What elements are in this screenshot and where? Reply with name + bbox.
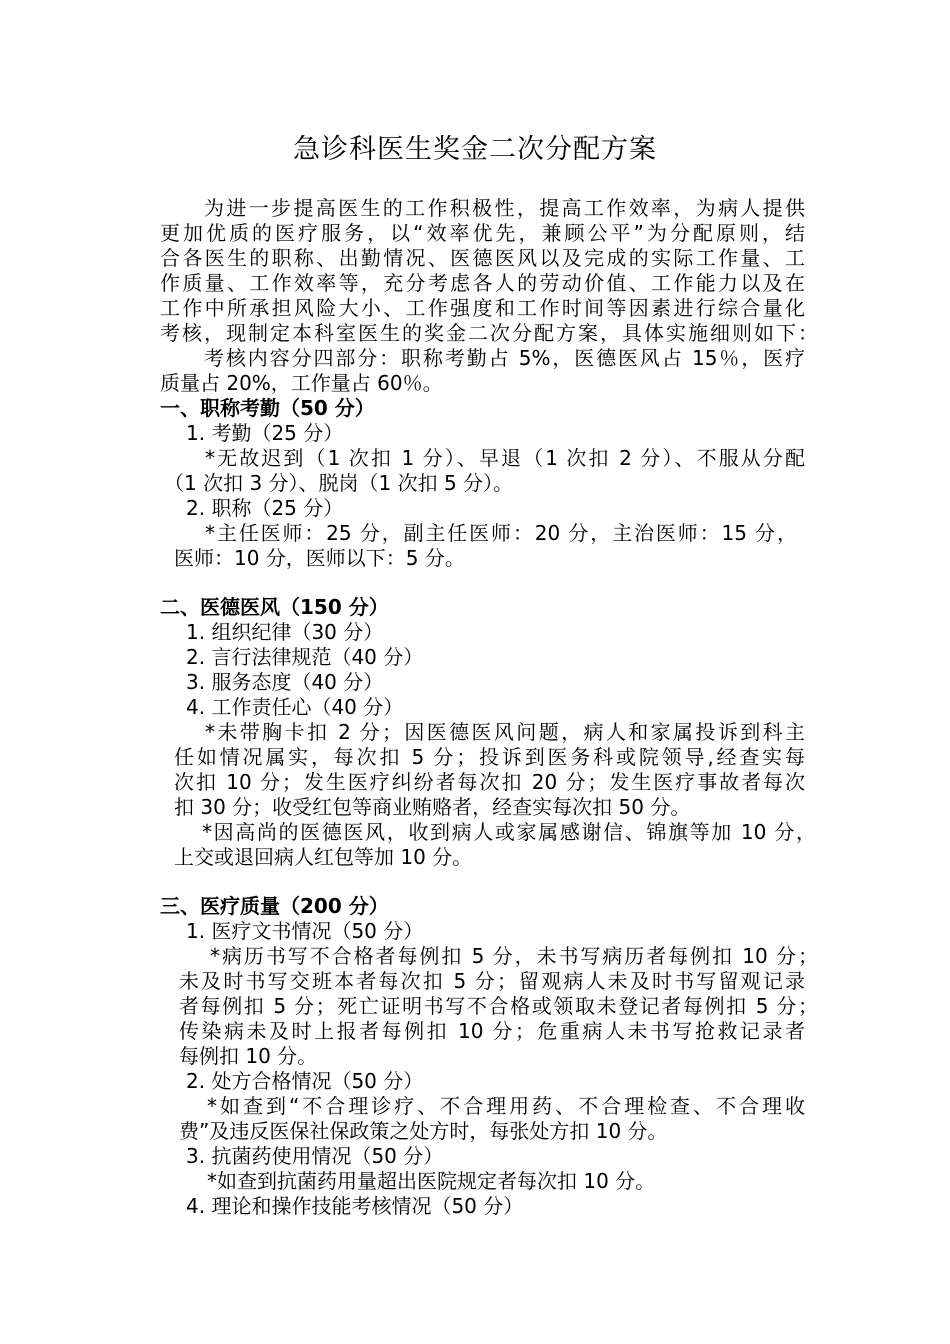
list-item: 1. 组织纪律（30 分） xyxy=(186,620,384,644)
intro-line: 更加优质的医疗服务，以“效率优先，兼顾公平”为分配原则，结 xyxy=(160,221,805,245)
item-detail-line: （1 次扣 3 分）、脱岗（1 次扣 5 分）。 xyxy=(164,471,514,495)
weights-line: 质量占 20%，工作量占 60％。 xyxy=(160,371,443,395)
section-heading: 二、医德医风（150 分） xyxy=(160,595,389,619)
weights-line: 考核内容分四部分：职称考勤占 5%，医德医风占 15％，医疗 xyxy=(204,346,805,370)
item-detail-line: 传染病未及时上报者每例扣 10 分；危重病人未书写抢救记录者 xyxy=(179,1019,805,1043)
item-detail-line: *如查到“不合理诊疗、不合理用药、不合理检查、不合理收 xyxy=(207,1094,805,1118)
list-item: 4. 工作责任心（40 分） xyxy=(186,695,404,719)
list-item: 2. 职称（25 分） xyxy=(186,496,344,520)
item-detail-line: *主任医师：25 分，副主任医师：20 分，主治医师：15 分， xyxy=(205,521,797,545)
list-item: 3. 服务态度（40 分） xyxy=(186,670,384,694)
item-detail-line: *因高尚的医德医风，收到病人或家属感谢信、锦旗等加 10 分， xyxy=(202,820,816,844)
list-item: 1. 医疗文书情况（50 分） xyxy=(186,919,424,943)
item-detail-line: 未及时书写交班本者每次扣 5 分；留观病人未及时书写留观记录 xyxy=(179,969,805,993)
section-heading: 三、医疗质量（200 分） xyxy=(160,894,389,918)
page-title: 急诊科医生奖金二次分配方案 xyxy=(293,134,657,165)
item-detail-line: *未带胸卡扣 2 分；因医德医风问题，病人和家属投诉到科主 xyxy=(205,720,805,744)
item-detail-line: 医师：10 分，医师以下：5 分。 xyxy=(174,546,465,570)
intro-line: 合各医生的职称、出勤情况、医德医风以及完成的实际工作量、工 xyxy=(160,246,805,270)
section-heading: 一、职称考勤（50 分） xyxy=(160,396,375,420)
list-item: 2. 言行法律规范（40 分） xyxy=(186,645,424,669)
item-detail-line: 每例扣 10 分。 xyxy=(179,1044,318,1068)
list-item: 1. 考勤（25 分） xyxy=(186,421,344,445)
item-detail-line: 次扣 10 分；发生医疗纠纷者每次扣 20 分；发生医疗事故者每次 xyxy=(174,770,805,794)
item-detail-line: *无故迟到（1 次扣 1 分）、早退（1 次扣 2 分）、不服从分配 xyxy=(205,446,805,470)
item-detail-line: 扣 30 分；收受红包等商业贿赂者，经查实每次扣 50 分。 xyxy=(174,795,691,819)
item-detail-line: *如查到抗菌药用量超出医院规定者每次扣 10 分。 xyxy=(207,1169,656,1193)
list-item: 2. 处方合格情况（50 分） xyxy=(186,1069,424,1093)
item-detail-line: 上交或退回病人红包等加 10 分。 xyxy=(174,845,473,869)
item-detail-line: 费”及违反医保社保政策之处方时，每张处方扣 10 分。 xyxy=(179,1119,668,1143)
intro-line: 作质量、工作效率等，充分考虑各人的劳动价值、工作能力以及在 xyxy=(160,271,805,295)
item-detail-line: 任如情况属实，每次扣 5 分；投诉到医务科或院领导,经查实每 xyxy=(174,745,805,769)
list-item: 4. 理论和操作技能考核情况（50 分） xyxy=(186,1194,524,1218)
intro-line: 考核，现制定本科室医生的奖金二次分配方案，具体实施细则如下： xyxy=(160,321,818,345)
item-detail-line: 者每例扣 5 分；死亡证明书写不合格或领取未登记者每例扣 5 分； xyxy=(179,994,818,1018)
list-item: 3. 抗菌药使用情况（50 分） xyxy=(186,1144,444,1168)
intro-line: 为进一步提高医生的工作积极性，提高工作效率，为病人提供 xyxy=(204,196,805,220)
item-detail-line: *病历书写不合格者每例扣 5 分，未书写病历者每例扣 10 分； xyxy=(210,944,818,968)
intro-line: 工作中所承担风险大小、工作强度和工作时间等因素进行综合量化 xyxy=(160,296,805,320)
